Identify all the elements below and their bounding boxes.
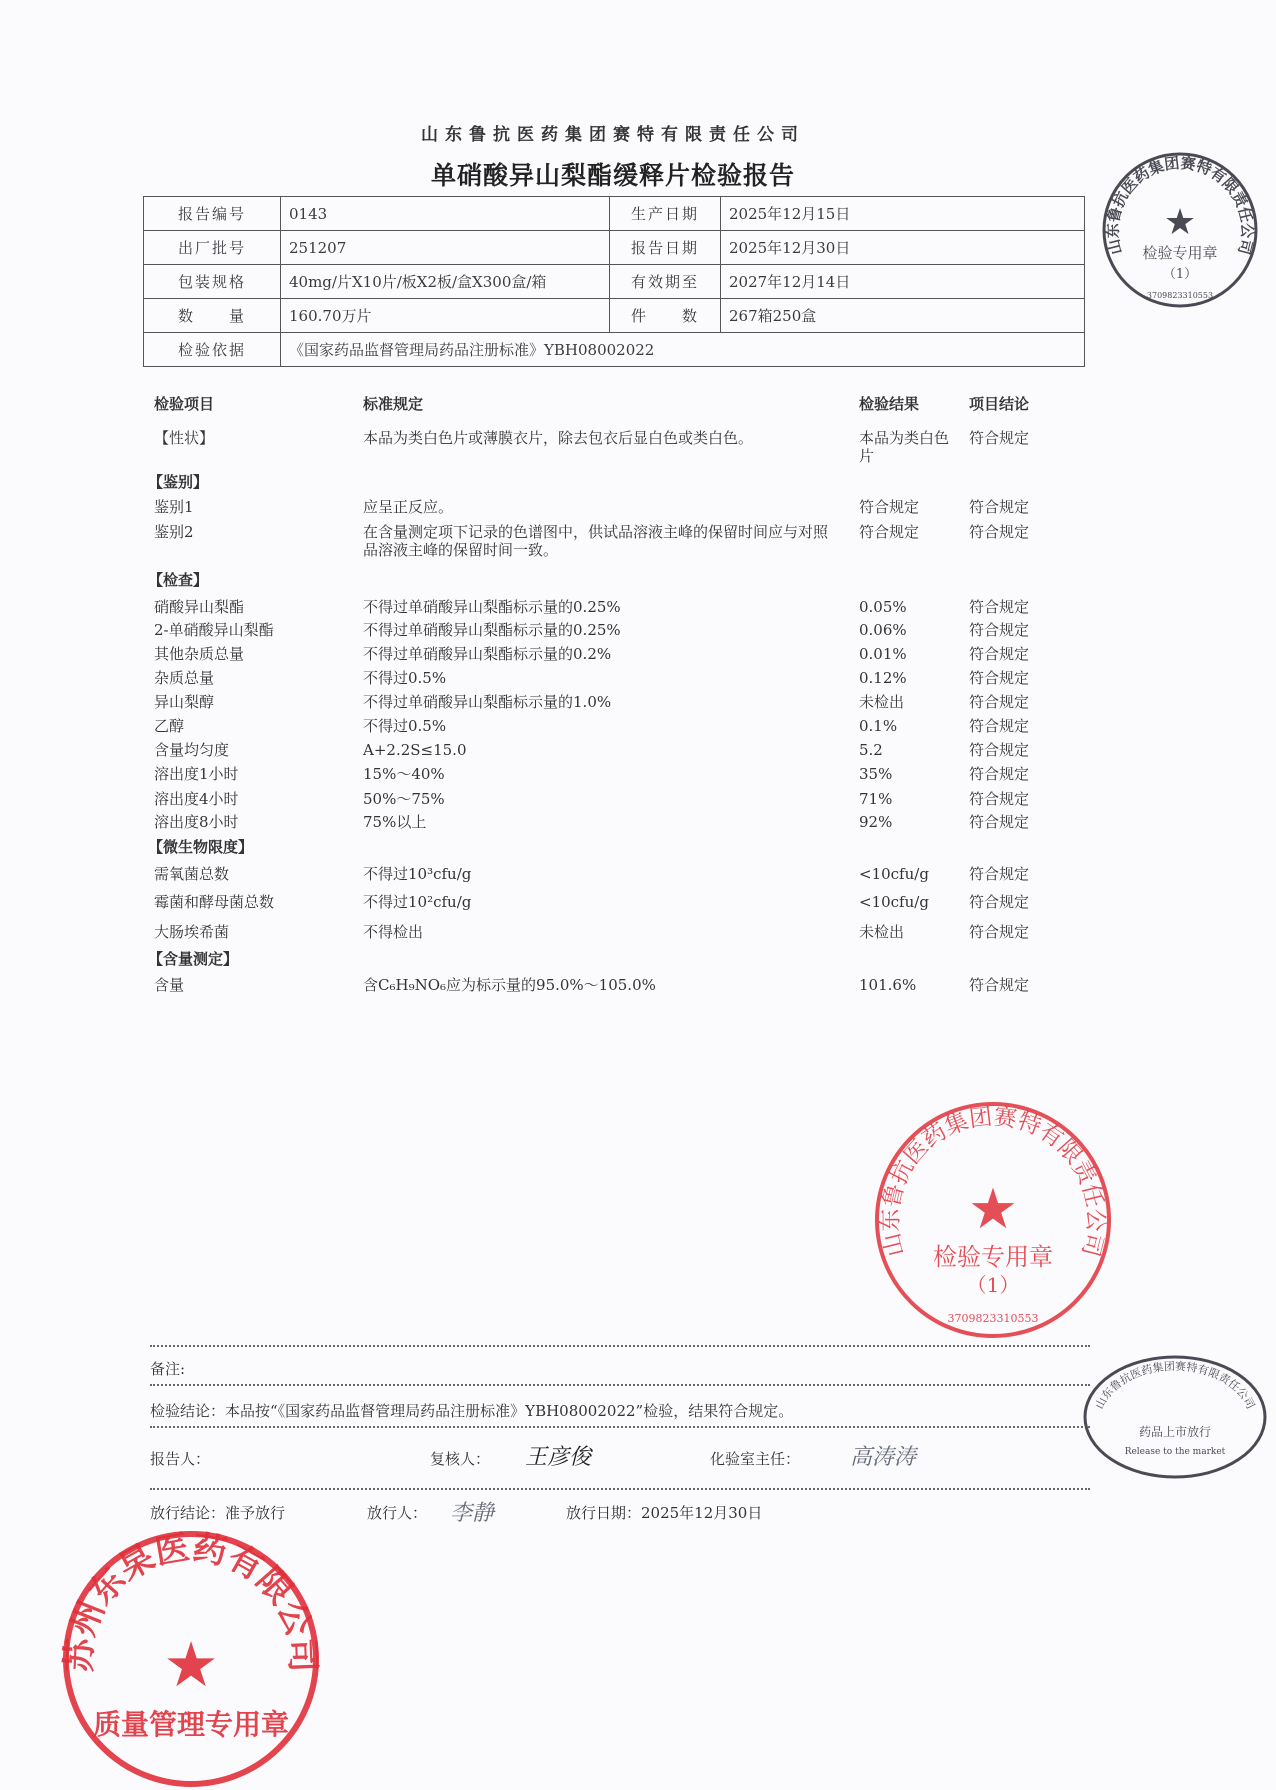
basis-label: 检验依据 <box>144 333 281 367</box>
item-name: 其他杂质总量 <box>154 645 245 663</box>
item-conclusion: 符合规定 <box>969 429 1030 447</box>
item-name: 【性状】 <box>154 429 215 447</box>
item-standard: 不得过单硝酸异山梨酯标示量的1.0% <box>363 693 612 711</box>
item-conclusion: 符合规定 <box>969 741 1030 759</box>
item-standard: 不得过10²cfu/g <box>363 893 472 911</box>
item-conclusion: 符合规定 <box>969 621 1030 639</box>
item-name: 硝酸异山梨酯 <box>154 598 245 616</box>
stamp-label: 检验专用章 <box>933 1243 1053 1271</box>
item-conclusion: 符合规定 <box>969 498 1030 516</box>
prod-date-label: 生产日期 <box>610 197 721 231</box>
item-conclusion: 符合规定 <box>969 976 1030 994</box>
item-standard: 75%以上 <box>363 813 427 831</box>
qa-stamp-company: 苏州东杲医药有限公司 <box>59 1527 323 1674</box>
item-standard: 应呈正反应。 <box>363 498 454 516</box>
item-name: 【检查】 <box>148 571 209 589</box>
stamp-code: 3709823310553 <box>1146 291 1214 300</box>
expiry-label: 有效期至 <box>610 265 721 299</box>
qty-label: 数 量 <box>144 299 281 333</box>
item-standard: 本品为类白色片或薄膜衣片，除去包衣后显白色或类白色。 <box>363 429 754 447</box>
item-result: 101.6% <box>859 976 917 994</box>
star-icon: ★ <box>1163 202 1197 243</box>
item-name: 鉴别2 <box>154 523 194 541</box>
item-conclusion: 符合规定 <box>969 765 1030 783</box>
item-result: 0.01% <box>859 645 907 663</box>
inspection-conclusion: 检验结论：本品按“《国家药品监督管理局药品注册标准》YBH08002022”检验，结果符合规定。 <box>150 1402 794 1420</box>
col-conclusion: 项目结论 <box>969 395 1030 413</box>
stamp-no: （1） <box>966 1273 1020 1297</box>
reviewer-label: 复核人： <box>430 1450 491 1468</box>
item-name: 大肠埃希菌 <box>154 923 230 941</box>
item-name: 【鉴别】 <box>148 473 209 491</box>
item-conclusion: 符合规定 <box>969 923 1030 941</box>
col-result: 检验结果 <box>859 395 920 413</box>
report-date: 2025年12月30日 <box>721 231 1085 265</box>
col-item: 检验项目 <box>154 395 215 413</box>
reviewer-signature: 王彦俊 <box>525 1445 592 1470</box>
item-result: 0.06% <box>859 621 907 639</box>
release-stamp <box>1080 1352 1270 1482</box>
item-name: 溶出度8小时 <box>154 813 239 831</box>
item-result: 71% <box>859 790 893 808</box>
star-icon: ★ <box>967 1177 1019 1242</box>
item-standard: 不得过单硝酸异山梨酯标示量的0.25% <box>363 598 621 616</box>
release-conclusion: 放行结论：准予放行 <box>150 1504 286 1522</box>
item-name: 需氧菌总数 <box>154 865 230 883</box>
stamp-company: 山东鲁抗医药集团赛特有限责任公司 <box>1103 153 1257 257</box>
item-name: 杂质总量 <box>154 669 215 687</box>
item-standard: 在含量测定项下记录的色谱图中，供试品溶液主峰的保留时间应与对照品溶液主峰的保留时间一致。 <box>363 523 829 559</box>
batch-label: 出厂批号 <box>144 231 281 265</box>
star-icon: ★ <box>163 1628 219 1701</box>
item-conclusion: 符合规定 <box>969 523 1030 541</box>
expiry: 2027年12月14日 <box>721 265 1085 299</box>
releaser-label: 放行人： <box>367 1504 428 1522</box>
item-name: 异山梨醇 <box>154 693 215 711</box>
item-name: 溶出度1小时 <box>154 765 239 783</box>
divider <box>150 1345 1090 1347</box>
item-standard: 含C₆H₉NO₆应为标示量的95.0%～105.0% <box>363 976 656 994</box>
item-name: 乙醇 <box>154 717 185 735</box>
inspection-stamp-red <box>873 1100 1113 1340</box>
divider <box>150 1426 1090 1428</box>
item-result: <10cfu/g <box>859 865 929 883</box>
releaser-signature: 李静 <box>450 1501 495 1526</box>
pack: 40mg/片X10片/板X2板/盒X300盒/箱 <box>281 265 610 299</box>
stamp-label: 检验专用章 <box>1142 244 1218 262</box>
item-standard: 不得过0.5% <box>363 717 447 735</box>
prod-date: 2025年12月15日 <box>721 197 1085 231</box>
item-name: 【微生物限度】 <box>148 838 254 856</box>
stamp-code: 3709823310553 <box>947 1312 1039 1325</box>
item-result: 本品为类白色片 <box>859 429 950 465</box>
item-name: 溶出度4小时 <box>154 790 239 808</box>
item-standard: 不得过单硝酸异山梨酯标示量的0.2% <box>363 645 612 663</box>
remark-label: 备注: <box>150 1360 186 1378</box>
item-result: 35% <box>859 765 893 783</box>
item-conclusion: 符合规定 <box>969 813 1030 831</box>
batch: 251207 <box>281 231 610 265</box>
release-stamp-org: 山东鲁抗医药集团赛特有限责任公司 <box>1092 1359 1258 1412</box>
item-result: 0.1% <box>859 717 898 735</box>
release-stamp-cn: 药品上市放行 <box>1138 1425 1212 1439</box>
item-result: 符合规定 <box>859 498 920 516</box>
item-conclusion: 符合规定 <box>969 693 1030 711</box>
report-info-table <box>143 196 1085 367</box>
pieces-label: 件 数 <box>610 299 721 333</box>
item-name: 含量 <box>154 976 185 994</box>
col-standard: 标准规定 <box>363 395 424 413</box>
item-result: 92% <box>859 813 893 831</box>
item-result: 未检出 <box>859 923 905 941</box>
item-result: 0.12% <box>859 669 907 687</box>
item-conclusion: 符合规定 <box>969 865 1030 883</box>
report-date-label: 报告日期 <box>610 231 721 265</box>
report-title: 单硝酸异山梨酯缓释片检验报告 <box>430 161 795 190</box>
item-conclusion: 符合规定 <box>969 645 1030 663</box>
qa-stamp <box>60 1528 322 1790</box>
item-standard: 不得检出 <box>363 923 424 941</box>
item-name: 【含量测定】 <box>148 950 239 968</box>
company-name: 山东鲁抗医药集团赛特有限责任公司 <box>421 125 805 145</box>
stamp-no: （1） <box>1162 267 1198 282</box>
item-result: 未检出 <box>859 693 905 711</box>
pack-label: 包装规格 <box>144 265 281 299</box>
item-conclusion: 符合规定 <box>969 669 1030 687</box>
divider <box>150 1384 1090 1386</box>
item-standard: 50%～75% <box>363 790 445 808</box>
divider <box>150 1488 1090 1490</box>
item-conclusion: 符合规定 <box>969 893 1030 911</box>
report-no-label: 报告编号 <box>144 197 281 231</box>
qa-stamp-label: 质量管理专用章 <box>92 1708 290 1741</box>
qty: 160.70万片 <box>281 299 610 333</box>
reporter-label: 报告人： <box>150 1450 211 1468</box>
lab-head-signature: 高涛涛 <box>850 1445 917 1470</box>
pieces: 267箱250盒 <box>721 299 1085 333</box>
item-standard: 不得过单硝酸异山梨酯标示量的0.25% <box>363 621 621 639</box>
item-standard: 不得过0.5% <box>363 669 447 687</box>
inspection-stamp-top <box>1100 150 1260 310</box>
report-no: 0143 <box>281 197 610 231</box>
item-name: 鉴别1 <box>154 498 194 516</box>
item-standard: 15%～40% <box>363 765 445 783</box>
basis: 《国家药品监督管理局药品注册标准》YBH08002022 <box>281 333 1085 367</box>
item-name: 霉菌和酵母菌总数 <box>154 893 275 911</box>
item-standard: A+2.2S≤15.0 <box>363 741 467 759</box>
release-stamp-en: Release to the market <box>1124 1447 1226 1457</box>
item-result: <10cfu/g <box>859 893 929 911</box>
svg-text:山东鲁抗医药集团赛特有限责任公司 <box>1093 1359 1257 1411</box>
stamp-company: 山东鲁抗医药集团赛特有限责任公司 <box>877 1104 1109 1259</box>
item-standard: 不得过10³cfu/g <box>363 865 472 883</box>
item-result: 5.2 <box>859 741 883 759</box>
item-conclusion: 符合规定 <box>969 790 1030 808</box>
lab-head-label: 化验室主任： <box>710 1450 801 1468</box>
item-result: 0.05% <box>859 598 907 616</box>
item-result: 符合规定 <box>859 523 920 541</box>
item-conclusion: 符合规定 <box>969 598 1030 616</box>
item-conclusion: 符合规定 <box>969 717 1030 735</box>
release-date: 放行日期：2025年12月30日 <box>566 1504 763 1522</box>
item-name: 含量均匀度 <box>154 741 230 759</box>
item-name: 2-单硝酸异山梨酯 <box>154 621 274 639</box>
